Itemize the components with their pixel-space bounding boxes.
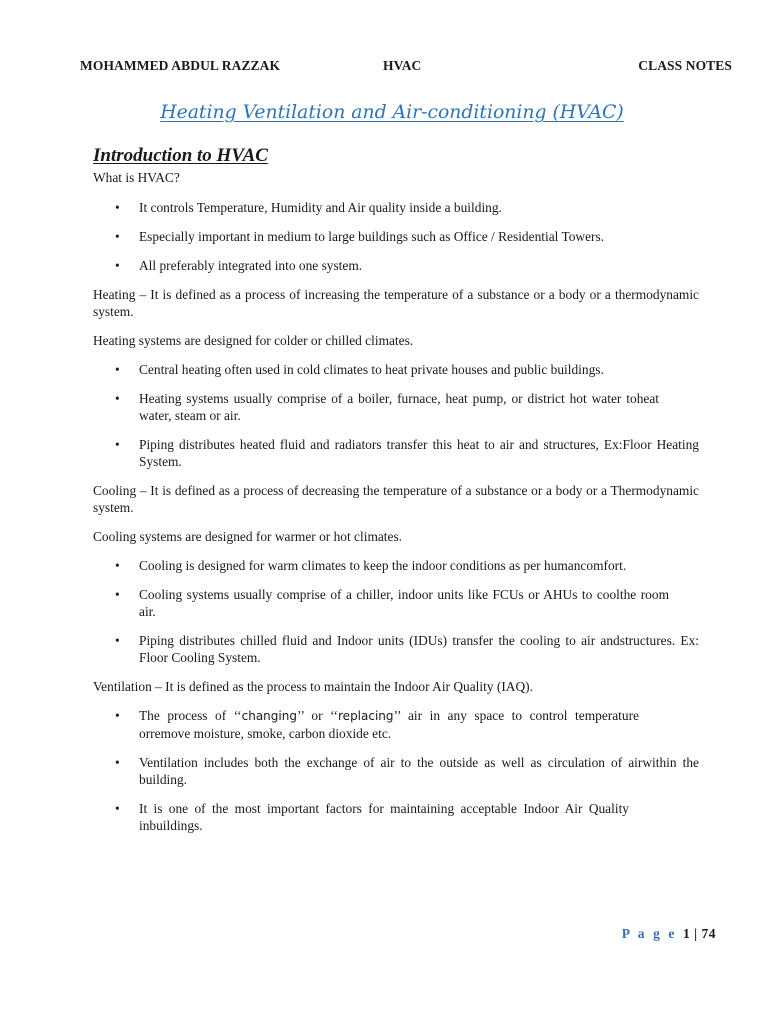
bullet-icon: •	[115, 633, 120, 648]
bullet-icon: •	[115, 391, 120, 406]
term-changing: changing	[241, 709, 297, 723]
cooling-bullet-list	[93, 557, 699, 666]
heating-bullet-list	[93, 361, 699, 470]
section-heading: Introduction to HVAC	[93, 145, 268, 166]
page-content	[93, 144, 699, 846]
bullet-icon: •	[115, 362, 120, 377]
document-title: Heating Ventilation and Air-conditioning (HVAC)	[160, 102, 624, 123]
list-item: • Piping distributes heated fluid and radiators transfer this heat to air and structures, Ex:Floor Heating System.	[115, 437, 699, 469]
heating-climate-note: Heating systems are designed for colder or chilled climates.	[93, 333, 414, 348]
bullet-icon: •	[115, 258, 120, 273]
ventilation-bullet-list	[93, 707, 699, 834]
page-number-footer	[622, 926, 716, 942]
list-item: • Piping distributes chilled fluid and Indoor units (IDUs) transfer the cooling to air andstructures. Ex: Floor Cooling System.	[115, 633, 699, 665]
page-header	[80, 58, 732, 76]
page-number: 1 | 74	[683, 926, 716, 941]
list-item: • Ventilation includes both the exchange of air to the outside as well as circulation of airwithin the building.	[115, 755, 699, 787]
bullet-icon: •	[115, 755, 120, 770]
header-notes-label: CLASS NOTES	[638, 58, 732, 73]
bullet-icon: •	[115, 200, 120, 215]
page-label: P a g e	[621, 926, 678, 941]
cooling-definition: Cooling – It is defined as a process of decreasing the temperature of a substance or a body or a Thermodynamic system.	[93, 483, 699, 515]
heating-definition: Heating – It is defined as a process of increasing the temperature of a substance or a body or a thermodynamic system.	[93, 287, 699, 319]
header-author: MOHAMMED ABDUL RAZZAK	[80, 58, 281, 73]
ventilation-definition: Ventilation – It is defined as the process to maintain the Indoor Air Quality (IAQ).	[93, 679, 533, 694]
bullet-icon: •	[115, 587, 120, 602]
term-replacing: replacing	[338, 709, 394, 723]
header-subject: HVAC	[383, 58, 422, 73]
list-item: • Cooling is designed for warm climates to keep the indoor conditions as per humancomfort.	[115, 558, 627, 573]
list-item: • The process of ‘‘changing’’ or ‘‘replacing’’ air in any space to control temperature orremove moisture, smoke, carbon dioxide etc.	[115, 708, 639, 741]
list-item: • Especially important in medium to large buildings such as Office / Residential Towers.	[115, 229, 605, 244]
bullet-icon: •	[115, 708, 120, 723]
list-item: • Heating systems usually comprise of a boiler, furnace, heat pump, or district hot water toheat water, steam or air.	[115, 391, 659, 423]
bullet-icon: •	[115, 229, 120, 244]
intro-bullet-list	[93, 199, 699, 274]
list-item: • Cooling systems usually comprise of a chiller, indoor units like FCUs or AHUs to coolthe room air.	[115, 587, 669, 619]
bullet-icon: •	[115, 437, 120, 452]
cooling-climate-note: Cooling systems are designed for warmer or hot climates.	[93, 529, 403, 544]
bullet-icon: •	[115, 558, 120, 573]
bullet-icon: •	[115, 801, 120, 816]
list-item: • Central heating often used in cold climates to heat private houses and public buildings.	[115, 362, 604, 377]
list-item: • All preferably integrated into one system.	[115, 258, 363, 273]
list-item: • It controls Temperature, Humidity and Air quality inside a building.	[115, 200, 502, 215]
list-item: • It is one of the most important factors for maintaining acceptable Indoor Air Quality inbuildings.	[115, 801, 629, 833]
intro-question: What is HVAC?	[93, 170, 180, 185]
